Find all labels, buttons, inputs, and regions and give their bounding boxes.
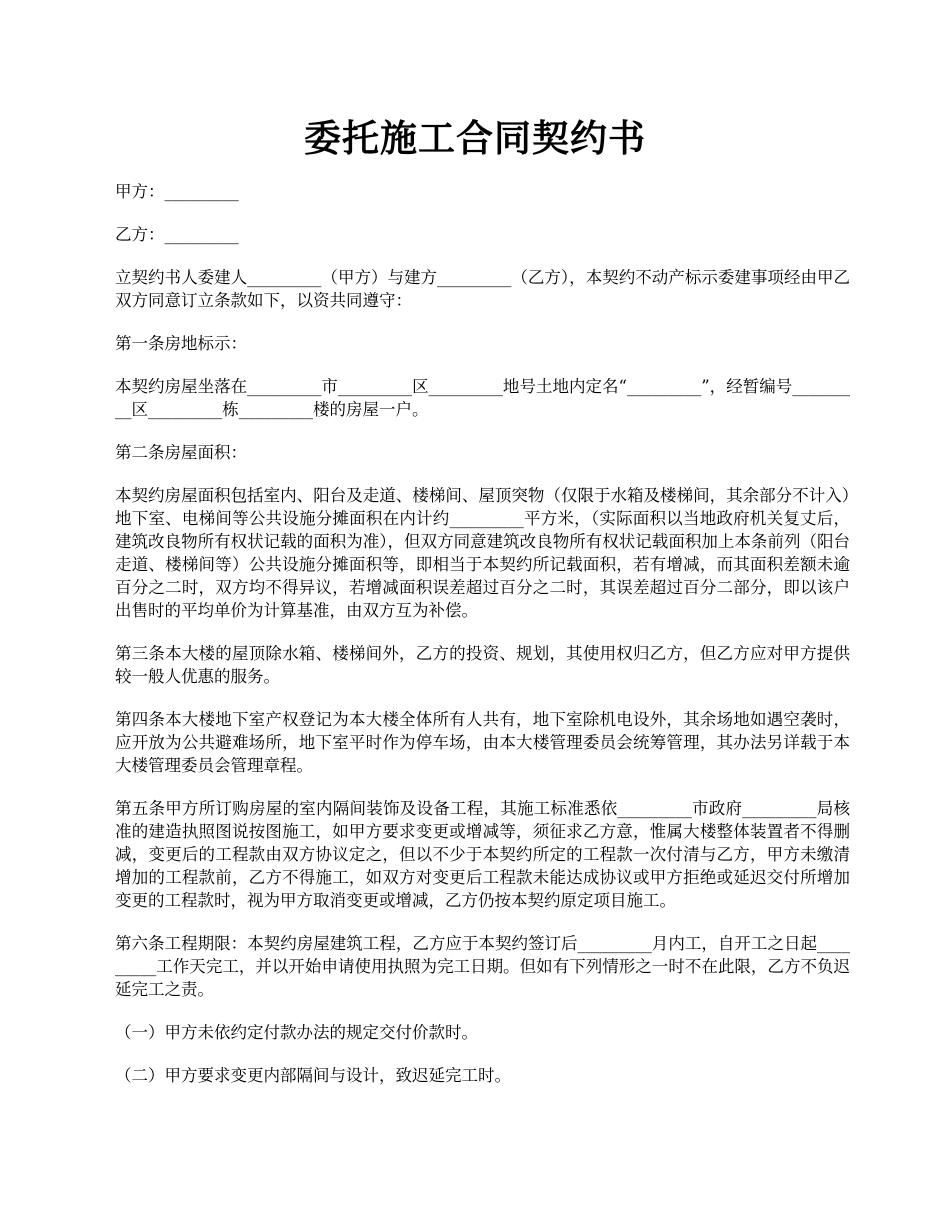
article-2-heading: 第二条房屋面积： — [115, 443, 247, 462]
article-4-paragraph: 第四条本大楼地下室产权登记为本大楼全体所有人共有，地下室除机电设外，其余场地如遇空袭时，应开放为公共避难场所，地下室平时作为停车场，由本大楼管理委员会统筹管理，其办法另详载于本大楼管理委员会管理章程。 — [115, 710, 850, 775]
article-2-paragraph: 本契约房屋面积包括室内、阳台及走道、楼梯间、屋顶突物（仅限于水箱及楼梯间，其余部分不计入）地下室、电梯间等公共设施分摊面积在内计约_________平方米，（实际面积以当地政府机关复丈后，建筑改良物所有权状记载的面积为准），但双方同意建筑改良物所有权状记载面积加上本条前列（阳台走道、楼梯间等）公共设施分摊面积等，即相当于本契约所记载面积，若有增减，而其面积差额未逾百分之二时，双方均不得异议，若增减面积误差超过百分之二时，其误差超过百分二部分，即以该户出售时的平均单价为计算基准，由双方互为补偿。 — [115, 486, 850, 620]
article-3-paragraph: 第三条本大楼的屋顶除水箱、楼梯间外，乙方的投资、规划，其使用权归乙方，但乙方应对甲方提供较一般人优惠的服务。 — [115, 644, 850, 686]
document-title: 委托施工合同契约书 — [304, 116, 646, 160]
document-body — [115, 180, 850, 1107]
party-b-line: 乙方：_________ — [115, 225, 239, 244]
article-5-paragraph: 第五条甲方所订购房屋的室内隔间装饰及设备工程，其施工标准悉依_________市政府_________局核准的建造执照图说按图施工，如甲方要求变更或增减等，须征求乙方意，惟属大楼整体装置者不得删减，变更后的工程款由双方协议定之，但以不少于本契约所定的工程款一次付清与乙方，甲方未缴清增加的工程款前，乙方不得施工，如双方对变更后工程款未能达成协议或甲方拒绝或延迟交付所增加变更的工程款时，视为甲方取消变更或增减，乙方仍按本契约原定项目施工。 — [115, 799, 850, 910]
party-a-line: 甲方：_________ — [115, 182, 239, 201]
preamble-paragraph: 立契约书人委建人_________（甲方）与建方_________（乙方），本契约不动产标示委建事项经由甲乙双方同意订立条款如下，以资共同遵守： — [115, 268, 850, 310]
article-1-paragraph: 本契约房屋坐落在_________市_________区_________地号土地内定名“_________”，经暂编号_________区_________栋_________楼的房屋一户。 — [115, 377, 850, 419]
article-1-heading: 第一条房地标示： — [115, 334, 247, 353]
list-item: （二）甲方要求变更内部隔间与设计，致迟延完工时。 — [115, 1066, 511, 1085]
article-6-paragraph: 第六条工程期限：本契约房屋建筑工程，乙方应于本契约签订后_________月内工，自开工之日起_________工作天完工，并以开始申请使用执照为完工日期。但如有下列情形之一时不在此限，乙方不负迟延完工之责。 — [115, 934, 850, 999]
list-item: （一）甲方未依约定付款办法的规定交付价款时。 — [115, 1023, 478, 1042]
